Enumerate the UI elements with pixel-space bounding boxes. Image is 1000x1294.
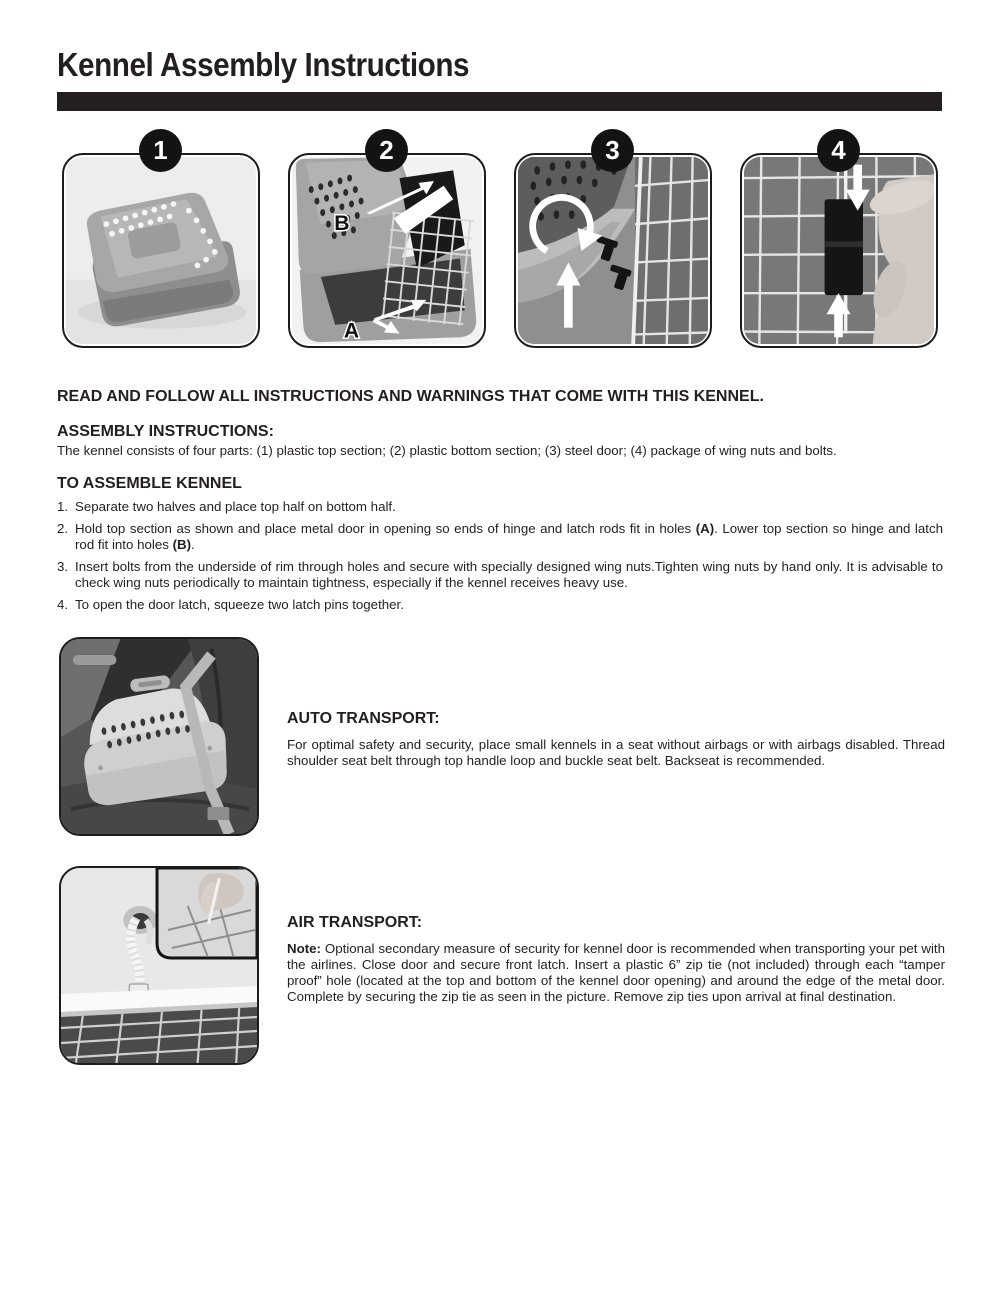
assembly-step-item <box>57 521 943 552</box>
step-2-photo <box>292 157 482 344</box>
auto-transport-figure <box>59 637 259 836</box>
step-item-text: Hold top section as shown and place metal door in opening so ends of hinge and latch rods fit in holes (A). Lower top section so hinge and latch rod fit into holes (B). <box>75 521 943 552</box>
step-4-photo <box>744 157 934 344</box>
step-1-figure <box>62 135 260 348</box>
page-title: Kennel Assembly Instructions <box>57 46 470 83</box>
step-2-figure <box>288 135 486 348</box>
hole-ref-a: (A) <box>695 521 715 536</box>
step-item-text: Insert bolts from the underside of rim through holes and secure with specially designed wing nuts.Tighten wing nuts by hand only. It is advisable to check wing nuts periodically to maintain tightness, especially if the kennel receives heavy use. <box>75 559 943 590</box>
belt-buckle <box>208 807 230 820</box>
air-transport-body: Note: Optional secondary measure of security for kennel door is recommended when transporting your pet with the airlines. Close door and secure front latch. Insert a plastic 6” zip tie (not included) through each “tamper proof” hole (located at the top and bottom of the kennel door opening) and around the edge of the metal door. Complete by securing the zip tie as seen in the picture. Remove zip ties upon arrival at final destination. <box>287 941 945 1004</box>
step-item-text: To open the door latch, squeeze two latch pins together. <box>75 597 404 612</box>
step-number-text: 4 <box>831 135 846 165</box>
door-handle <box>73 655 117 665</box>
kennel-halves-illustration <box>66 157 256 344</box>
step-3-figure <box>514 135 712 348</box>
assembly-step-item <box>57 499 943 515</box>
step-item-number: 3. <box>57 559 69 574</box>
assembly-steps-list <box>57 499 943 613</box>
auto-transport-photo <box>61 639 257 834</box>
auto-transport-body: For optimal safety and security, place small kennels in a seat without airbags or with airbags disabled. Thread shoulder seat belt through top handle loop and buckle seat belt. Backseat is recommended. <box>287 737 945 768</box>
step-1-photo <box>66 157 256 344</box>
air-transport-photo <box>61 868 257 1063</box>
step-item-text: Separate two halves and place top half on bottom half. <box>75 498 396 514</box>
hole-label-b: B <box>334 211 350 235</box>
step-number-text: 2 <box>379 135 394 165</box>
step-number-badge <box>817 129 860 172</box>
air-transport-figure <box>59 866 259 1065</box>
step-number-badge <box>365 129 408 172</box>
assembly-step-item <box>57 559 943 590</box>
door-placement-illustration <box>292 157 482 344</box>
step-number-text: 1 <box>153 135 168 165</box>
instructions-text-block <box>57 388 943 620</box>
step-3-photo <box>518 157 708 344</box>
air-transport-heading: AIR TRANSPORT: <box>287 914 423 931</box>
air-transport-section <box>287 914 945 1005</box>
assembly-step-item <box>57 597 943 613</box>
assembly-heading: ASSEMBLY INSTRUCTIONS: <box>57 423 274 440</box>
step-number-badge <box>139 129 182 172</box>
step-item-number: 2. <box>57 521 69 536</box>
note-label: Note: <box>287 941 321 956</box>
step-number-badge <box>591 129 634 172</box>
hole-label-a: A <box>343 319 360 343</box>
step-number-text: 3 <box>605 135 620 165</box>
step-4-figure <box>740 135 938 348</box>
assembly-body: The kennel consists of four parts: (1) plastic top section; (2) plastic bottom section; (3) steel door; (4) package of wing nuts and bolts. <box>57 443 837 458</box>
auto-transport-section <box>287 710 945 769</box>
step-item-number: 4. <box>57 597 69 612</box>
title-rule <box>57 92 942 111</box>
to-assemble-heading: TO ASSEMBLE KENNEL <box>57 474 242 492</box>
step-photos-row <box>62 135 938 348</box>
hole-ref-b: (B) <box>172 536 192 552</box>
auto-transport-heading: AUTO TRANSPORT: <box>287 710 440 727</box>
wing-nut-illustration <box>518 157 708 344</box>
step-item-number: 1. <box>57 498 69 514</box>
inset-photo <box>157 868 257 958</box>
warning-line: READ AND FOLLOW ALL INSTRUCTIONS AND WARNINGS THAT COME WITH THIS KENNEL. <box>57 388 764 405</box>
latch-squeeze-illustration <box>744 157 934 344</box>
